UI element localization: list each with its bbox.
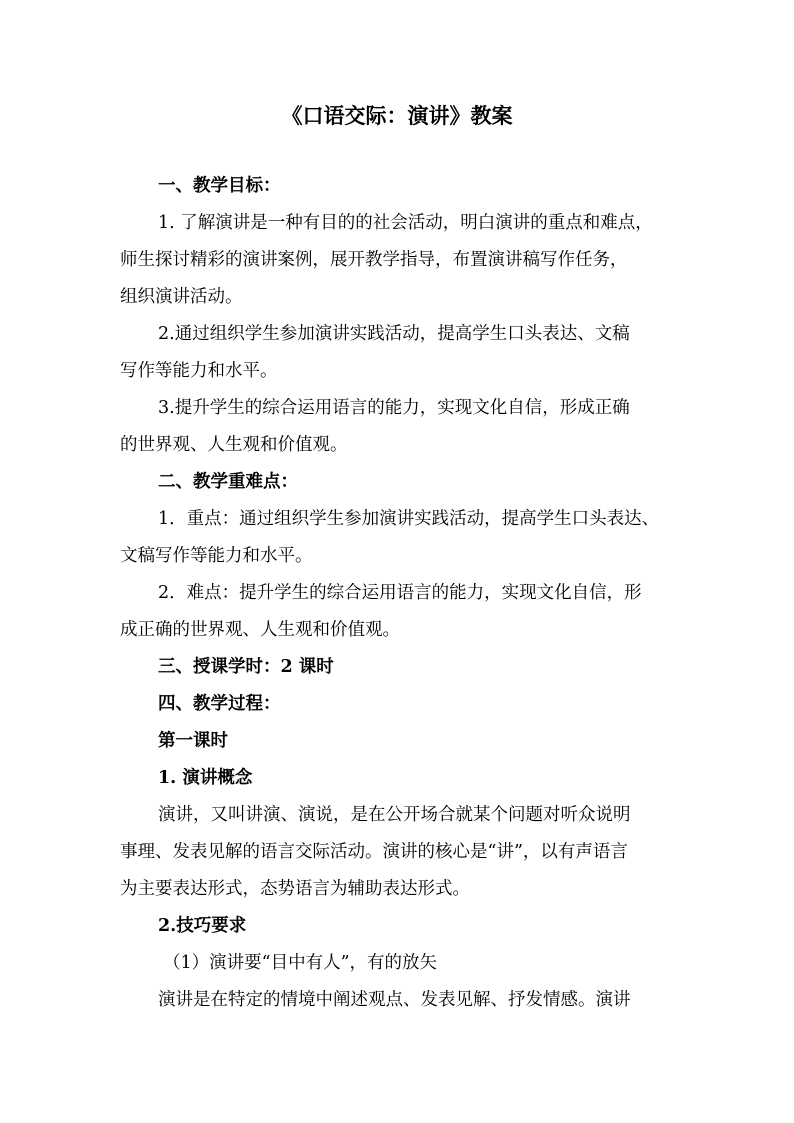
section-heading-hours: 三、授课学时：2 课时: [158, 657, 334, 677]
section-heading-process: 四、教学过程：: [158, 694, 281, 714]
paragraph-line: 写作等能力和水平。: [120, 361, 278, 381]
paragraph-line: 1. 了解演讲是一种有目的的社会活动，明白演讲的重点和难点，: [158, 213, 653, 233]
section-heading-key-points: 二、教学重难点：: [158, 472, 298, 492]
paragraph-line: 2．难点：提升学生的综合运用语言的能力，实现文化自信，形: [158, 583, 642, 603]
section-heading-objectives: 一、教学目标：: [158, 176, 281, 196]
document-title: 《口语交际：演讲》教案: [281, 103, 513, 128]
paragraph-line: 的世界观、人生观和价值观。: [120, 435, 348, 455]
subheading-skill-requirements: 2.技巧要求: [158, 916, 247, 936]
paragraph-line: 2.通过组织学生参加演讲实践活动，提高学生口头表达、文稿: [158, 324, 630, 344]
paragraph-line: 组织演讲活动。: [120, 287, 243, 307]
subheading-first-lesson: 第一课时: [158, 731, 228, 751]
paragraph-line: 师生探讨精彩的演讲案例，展开教学指导，布置演讲稿写作任务，: [120, 250, 628, 270]
paragraph-line: 为主要表达形式，态势语言为辅助表达形式。: [120, 879, 470, 899]
paragraph-line: 事理、发表见解的语言交际活动。演讲的核心是“讲”，以有声语言: [120, 842, 628, 862]
paragraph-line: 演讲是在特定的情境中阐述观点、发表见解、抒发情感。演讲: [158, 990, 631, 1010]
paragraph-line: 1．重点：通过组织学生参加演讲实践活动，提高学生口头表达、: [158, 509, 660, 529]
list-item-line: （1）演讲要“目中有人”，有的放矢: [163, 953, 438, 973]
paragraph-line: 演讲，又叫讲演、演说，是在公开场合就某个问题对听众说明: [158, 805, 631, 825]
paragraph-line: 成正确的世界观、人生观和价值观。: [120, 620, 400, 640]
paragraph-line: 3.提升学生的综合运用语言的能力，实现文化自信，形成正确: [158, 398, 630, 418]
subheading-speech-concept: 1. 演讲概念: [158, 768, 253, 788]
document-body: [120, 168, 692, 1019]
paragraph-line: 文稿写作等能力和水平。: [120, 546, 313, 566]
